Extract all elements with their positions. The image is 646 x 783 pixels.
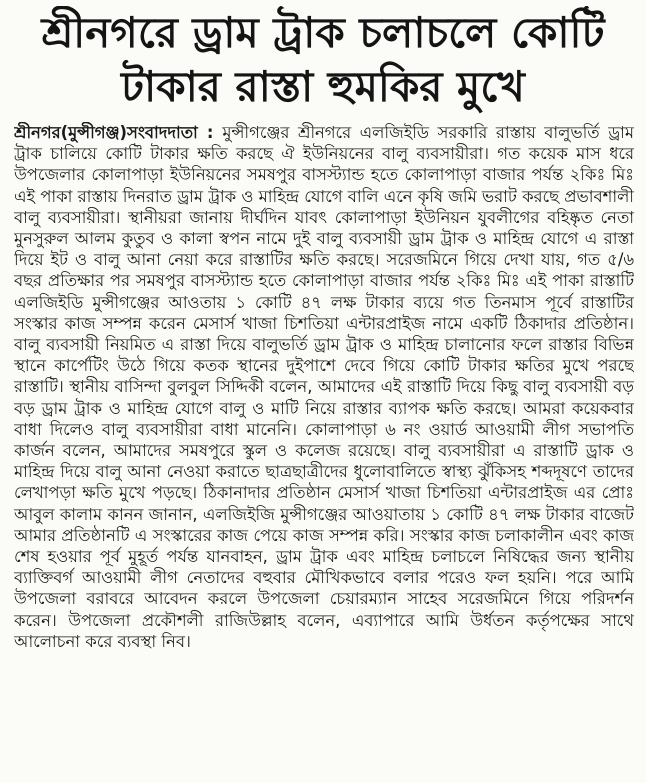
article-body [14,122,634,779]
dateline: শ্রীনগর(মুন্সীগঞ্জ)সংবাদদাতা : [14,123,223,142]
article-body-text: মুন্সীগঞ্জের শ্রীনগরে এলজিইডি সরকারি রাস্তায় বালুভর্তি ড্রাম ট্রাক চালিয়ে কোটি টাকার ক্ষতি করছে ঐ ইউনিয়নের বালু ব্যবসায়ীরা। গত কয়েক মাস ধরে উপজেলার কোলাপাড়া ইউনিয়নের সমষপুর বাসস্ট্যান্ড হতে কোলাপাড়া বাজার পর্যন্ত ২কিঃ মিঃ এই পাকা রাস্তায় দিনরাত ড্রাম ট্রাক ও মাহিন্দ্র যোগে বালি এনে কৃষি জমি ভরাট করছে প্রভাবশালী বালু ব্যবসায়ীরা। স্থানীয়রা জানায় দীর্ঘদিন যাবৎ কোলাপাড়া ইউনিয়ন যুবলীগের বহিষ্কৃত নেতা মুনসুরুল আলম কুতুব ও কালা স্বপন নামে দুই বালু ব্যবসায়ী ড্রাম ট্রাক ও মাহিন্দ্র যোগে এ রাস্তা দিয়ে ইট ও বালু আনা নেয়া করে রাস্তাটির ক্ষতি করছে। সরেজমিনে গিয়ে দেখা যায়, গত ৫/৬ বছর প্রতিক্ষার পর সমষপুর বাসস্ট্যান্ড হতে কোলাপাড়া বাজার পর্যন্ত ২কিঃ মিঃ এই পাকা রাস্তাটি এলজিইডি মুন্সীগঞ্জের আওতায় ১ কোটি ৪৭ লক্ষ টাকার ব্যয়ে গত তিনমাস পূর্বে রাস্তাটির সংস্কার কাজ সম্পন্ন করেন মেসার্স খাজা চিশতিয়া এন্টারপ্রাইজ নামে একটি ঠিকাদার প্রতিষ্ঠান। বালু ব্যবসায়ী নিয়মিত এ রাস্তা দিয়ে বালুভর্তি ড্রাম ট্রাক ও মাহিন্দ্র চালানোর ফলে রাস্তার বিভিন্ন স্থানে কার্পেটিং উঠে গিয়ে কতক স্থানের দুইপাশে দেবে গিয়ে কোটি টাকার ক্ষতির মুখে পরছে রাস্তাটি। স্থানীয় বাসিন্দা বুলবুল সিদ্দিকী বলেন, আমাদের এই রাস্তাটি দিয়ে কিছু বালু ব্যবসায়ী বড় বড় ড্রাম ট্রাক ও মাহিন্দ্র যোগে বালু ও মাটি নিয়ে রাস্তার ব্যাপক ক্ষতি করছে। আমরা কয়েকবার বাধা দিলেও বালু ব্যবসায়ীরা বাধা মানেনি। কোলাপাড়া ৬ নং ওয়ার্ড আওয়ামী লীগ সভাপতি কার্জন বলেন, আমাদের সমষপুরে স্কুল ও কলেজ রয়েছে। বালু ব্যবসায়ীরা এ রাস্তাটি ড্রাক ও মাহিন্দ্র দিয়ে বালু আনা নেওয়া করাতে ছাত্রছাত্রীদের ধুলোবালিতে স্বাস্থ্য ঝুঁকিসহ শব্দদূষণে তাদের লেখাপড়া ক্ষতি মুখে পড়ছে। ঠিকানাদার প্রতিষ্ঠান মেসার্স খাজা চিশতিয়া এন্টারপ্রাইজ এর প্রোঃ আবুল কালাম কানন জানান, এলজিইজি মুন্সীগঞ্জের আওয়াতায় ১ কোটি ৪৭ লক্ষ টাকার বাজেট আমার প্রতিষ্ঠানটি এ সংস্কারের কাজ পেয়ে কাজ সম্পন্ন করি। সংস্কার কাজ চলাকালীন এবং কাজ শেষ হওয়ার পূর্ব মুহূর্ত পর্যন্ত যানবাহন, ড্রাম ট্রাক এবং মাহিন্দ্র চলাচলে নিষিদ্ধের জন্য স্থানীয় ব্যাক্তিবর্গ আওয়ামী লীগ নেতাদের বহুবার মৌখিকভাবে বলার পরেও ফল হয়নি। পরে আমি উপজেলা বরাবরে আবেদন করলে উপজেলা চেয়ারম্যান সাহেব সরেজমিনে গিয়ে পরিদর্শন করেন। উপজেলা প্রকৌশলী রাজিউল্লাহ বলেন, এব্যাপারে আমি উর্ধতন কর্তৃপক্ষের সাথে আলোচনা করে ব্যবস্থা নিব। [14,123,634,651]
headline-line-2: টাকার রাস্তা হুমকির মুখে [121,62,525,111]
headline-line-1: শ্রীনগরে ড্রাম ট্রাক চলাচলে কোটি [41,8,605,57]
headline [8,6,638,118]
